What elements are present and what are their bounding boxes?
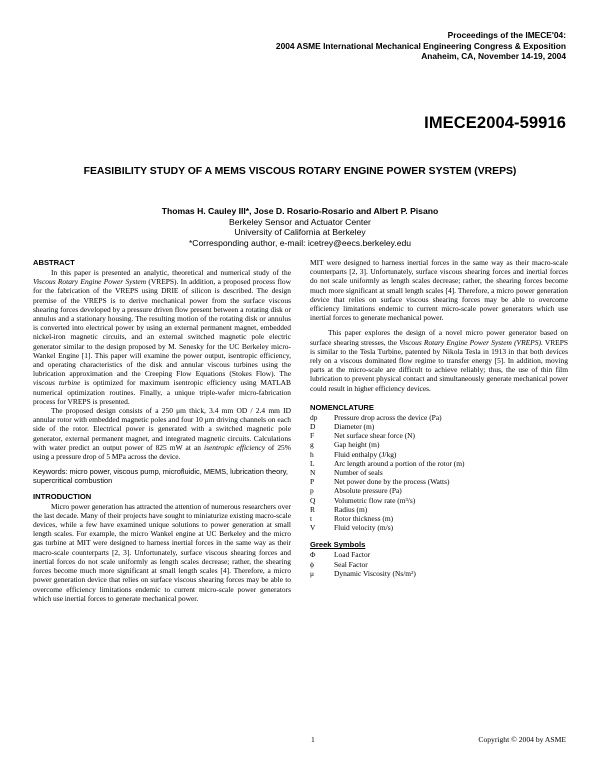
nomenclature-symbol: h	[310, 449, 314, 459]
greek-description: Dynamic Viscosity (Ns/m²)	[334, 568, 416, 578]
nomenclature-description: Gap height (m)	[334, 440, 380, 450]
nomenclature-description: Net surface shear force (N)	[334, 431, 415, 441]
greek-description: Load Factor	[334, 550, 371, 560]
greek-symbol: μ	[310, 568, 314, 578]
left-column	[33, 258, 291, 603]
keywords: Keywords: micro power, viscous pump, microfluidic, MEMS, lubrication theory, supercritical combustion	[33, 467, 288, 486]
nomenclature-symbol: Q	[310, 495, 316, 505]
greek-description: Seal Factor	[334, 559, 368, 569]
nomenclature-row	[310, 422, 465, 431]
paper-title: FEASIBILITY STUDY OF A MEMS VISCOUS ROTARY ENGINE POWER SYSTEM (VREPS)	[83, 166, 517, 177]
nomenclature-symbol: p	[310, 486, 314, 496]
nomenclature-row	[310, 459, 465, 468]
nomenclature-description: Absolute pressure (Pa)	[334, 486, 402, 496]
nomenclature-table	[310, 413, 465, 533]
paper-number: IMECE2004-59916	[424, 114, 566, 132]
nomenclature-description: Volumetric flow rate (m³/s)	[334, 495, 416, 505]
greek-symbols-table	[310, 550, 416, 578]
nomenclature-row	[310, 505, 465, 514]
nomenclature-description: Radius (m)	[334, 504, 368, 514]
nomenclature-symbol: F	[310, 431, 315, 441]
nomenclature-symbol: dp	[310, 412, 318, 422]
affiliation-1: Berkeley Sensor and Actuator Center	[229, 216, 371, 227]
introduction-heading: INTRODUCTION	[33, 491, 92, 501]
nomenclature-row	[310, 486, 465, 495]
abstract-paragraph-1: In this paper is presented an analytic, theoretical and numerical study of the Viscous Rotary Engine Power System (VREPS). In addition, a proposed process flow for the fabrication of the VREPS using DRIE of silicon is described. The design premise of the VREPS is to derive mechanical power from the surface viscous shearing forces developed by a pressure driven flow present between a rotating disk or annulus and a stationary housing. The resulting motion of the rotating disk or annulus is converted into electrical power by using an external permanent magnet, embedded nickel-iron magnetic circuits, and an external switched magnetic pole electric generator similar to the design proposed by M. Senesky for the UC Berkeley micro-Wankel Engine [1]. This paper will examine the power output, isentropic efficiency, and operating characteristics of the disk and annular viscous turbines using the lubrication approximation and the Creeping Flow Equations (Stokes Flow). The viscous turbine is optimized for maximum isentropic efficiency using MATLAB numerical optimization routines. Finally, a unique triple-wafer micro-fabrication process for VREPS is presented.	[33, 268, 291, 406]
nomenclature-description: Fluid enthalpy (J/kg)	[334, 449, 397, 459]
nomenclature-description: Number of seals	[334, 468, 383, 478]
introduction-paragraph-2: This paper explores the design of a novel micro power generator based on surface shearing stresses, the Viscous Rotary Engine Power System (VREPS). VREPS is similar to the Tesla Turbine, patented by Nikola Tesla in 1913 in that both devices rely on a viscous dominated flow regime to transfer energy [5]. In addition, moving parts at the micro-scale are difficult to achieve reliably; thus, the use of thin film lubrication to prevent physical contact and simultaneously generate mechanical power could result in higher efficiency devices.	[310, 328, 568, 393]
nomenclature-row	[310, 468, 465, 477]
author-names: Thomas H. Cauley III*, Jose D. Rosario-Rosario and Albert P. Pisano	[161, 206, 439, 216]
nomenclature-symbol: L	[310, 458, 315, 468]
proceedings-line-2: 2004 ASME International Mechanical Engineering Congress & Exposition	[275, 40, 566, 51]
nomenclature-symbol: D	[310, 422, 316, 432]
introduction-paragraph-1: Micro power generation has attracted the attention of numerous researchers over the last decade. Many of their projects have sought to miniaturize existing macro-scale devices, while a few have examined unique solutions to power generation at small length scales. For example, the micro Wankel engine at UC Berkeley and the micro gas turbine at MIT were designed to harness inertial forces in the same way as their macro-scale counterparts [2, 3]. Unfortunately, surface viscous shearing forces and inertial forces do not scale uniformly as length scales decrease; rather, the shearing forces become much more significant at small length scales [4]. Therefore, a micro power generation device that relies on surface viscous shearing forces may be able to overcome efficiency limitations endemic to current micro-scale power generators which use inertial forces to generate mechanical power.	[33, 501, 291, 603]
nomenclature-description: Pressure drop across the device (Pa)	[334, 412, 442, 422]
nomenclature-row	[310, 523, 465, 532]
copyright-notice: Copyright © 2004 by ASME	[478, 735, 566, 744]
abstract-paragraph-2: The proposed design consists of a 250 μm thick, 3.4 mm OD / 2.4 mm ID annular rotor with embedded magnetic poles and four 10 μm driving channels on each side of the rotor. Electrical power is generated with a switched magnetic pole generator, external permanent magnet, and integrated magnetic circuits. Calculations with water predict an output power of 825 mW at an isentropic efficiency of 25% using a pressure drop of 5 MPa across the device.	[33, 406, 291, 462]
greek-symbols-heading: Greek Symbols	[310, 540, 366, 550]
nomenclature-heading: NOMENCLATURE	[310, 402, 374, 412]
proceedings-line-3: Anaheim, CA, November 14-19, 2004	[421, 51, 566, 62]
nomenclature-description: Rotor thickness (m)	[334, 514, 394, 524]
greek-row	[310, 560, 416, 569]
nomenclature-symbol: P	[310, 477, 315, 487]
proceedings-line-1: Proceedings of the IMECE'04:	[447, 30, 566, 40]
abstract-heading: ABSTRACT	[33, 258, 75, 267]
nomenclature-row	[310, 431, 465, 440]
authors-block	[60, 206, 540, 248]
nomenclature-row	[310, 450, 465, 459]
greek-symbol: Φ	[310, 550, 316, 560]
right-column	[310, 258, 568, 578]
nomenclature-symbol: N	[310, 468, 316, 478]
greek-row	[310, 569, 416, 578]
nomenclature-symbol: V	[310, 523, 316, 533]
proceedings-header	[146, 30, 566, 62]
corresponding-author: *Corresponding author, e-mail: icetrey@eecs.berkeley.edu	[188, 237, 412, 248]
affiliation-2: University of California at Berkeley	[234, 227, 366, 238]
greek-row	[310, 550, 416, 559]
nomenclature-description: Diameter (m)	[334, 422, 375, 432]
page-number: 1	[311, 735, 315, 744]
greek-symbol: ϕ	[310, 559, 314, 569]
nomenclature-symbol: t	[310, 514, 313, 524]
nomenclature-description: Arc length around a portion of the rotor (m)	[334, 458, 465, 468]
introduction-paragraph-1-continued: MIT were designed to harness inertial forces in the same way as their macro-scale counterparts [2, 3]. Unfortunately, surface viscous shearing forces and inertial forces do not scale uniformly as length scales decrease; rather, the shearing forces become much more significant at small length scales [4]. Therefore, a micro power generation device that relies on surface viscous shearing forces may be able to overcome efficiency limitations endemic to current micro-scale power generators which use inertial forces to generate mechanical power.	[310, 258, 568, 323]
nomenclature-row	[310, 440, 465, 449]
nomenclature-symbol: g	[310, 440, 314, 450]
nomenclature-description: Fluid velocity (m/s)	[334, 523, 394, 533]
nomenclature-row	[310, 413, 465, 422]
nomenclature-row	[310, 496, 465, 505]
nomenclature-row	[310, 477, 465, 486]
nomenclature-symbol: R	[310, 504, 315, 514]
nomenclature-row	[310, 514, 465, 523]
nomenclature-description: Net power done by the process (Watts)	[334, 477, 450, 487]
